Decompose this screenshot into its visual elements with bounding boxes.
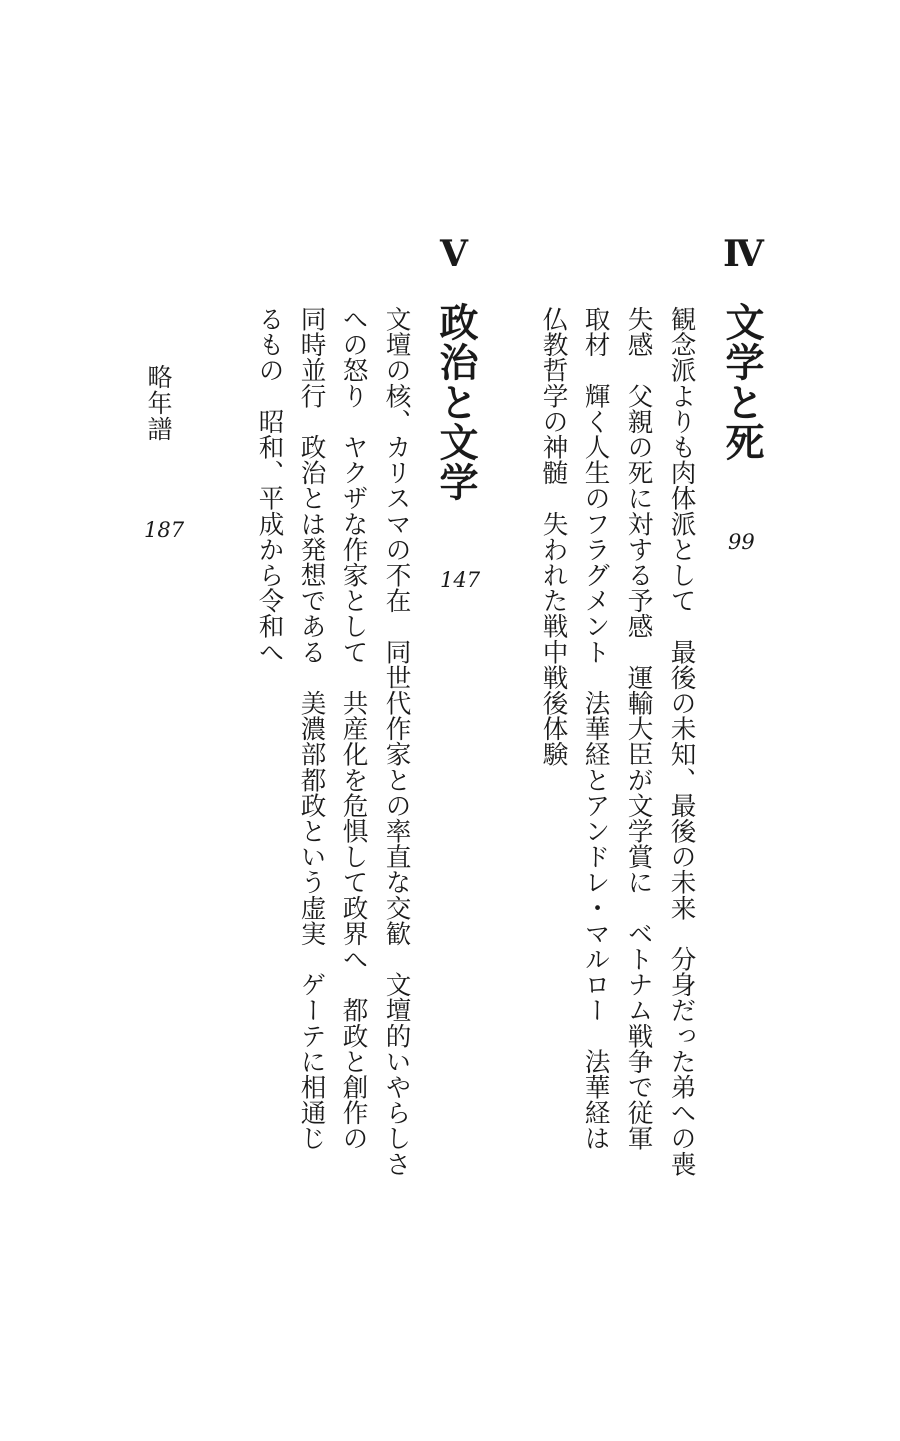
section-v-line-3: 同時並行 政治とは発想である 美濃部都政という虚実 ゲーテに相通じ — [296, 306, 327, 1151]
section-v-title: 政治と文学 — [433, 302, 479, 502]
section-iv-line-2: 失感 父親の死に対する予感 運輸大臣が文学賞に ベトナム戦争で従軍 — [623, 306, 654, 1151]
section-iv-title: 文学と死 — [719, 302, 765, 462]
section-iv-line-4: 仏教哲学の神髄 失われた戦中戦後体験 — [538, 306, 569, 767]
section-v-page-number: 147 — [440, 568, 481, 592]
section-iv-page-number: 99 — [728, 530, 755, 554]
section-v-line-4: るもの 昭和、平成から令和へ — [254, 306, 285, 665]
chronology-title: 略年譜 — [144, 364, 173, 442]
section-v-line-1: 文壇の核、カリスマの不在 同世代作家との率直な交歓 文壇的いやらしさ — [381, 306, 412, 1177]
section-v-numeral: Ⅴ — [440, 233, 468, 275]
section-iv-line-1: 観念派よりも肉体派として 最後の未知、最後の未来 分身だった弟への喪 — [666, 306, 697, 1177]
section-v-line-2: への怒り ヤクザな作家として 共産化を危惧して政界へ 都政と創作の — [338, 306, 369, 1151]
section-iv-numeral: Ⅳ — [723, 233, 764, 275]
chronology-page-number: 187 — [144, 518, 185, 542]
section-iv-line-3: 取材 輝く人生のフラグメント 法華経とアンドレ・マルロー 法華経は — [580, 306, 611, 1151]
